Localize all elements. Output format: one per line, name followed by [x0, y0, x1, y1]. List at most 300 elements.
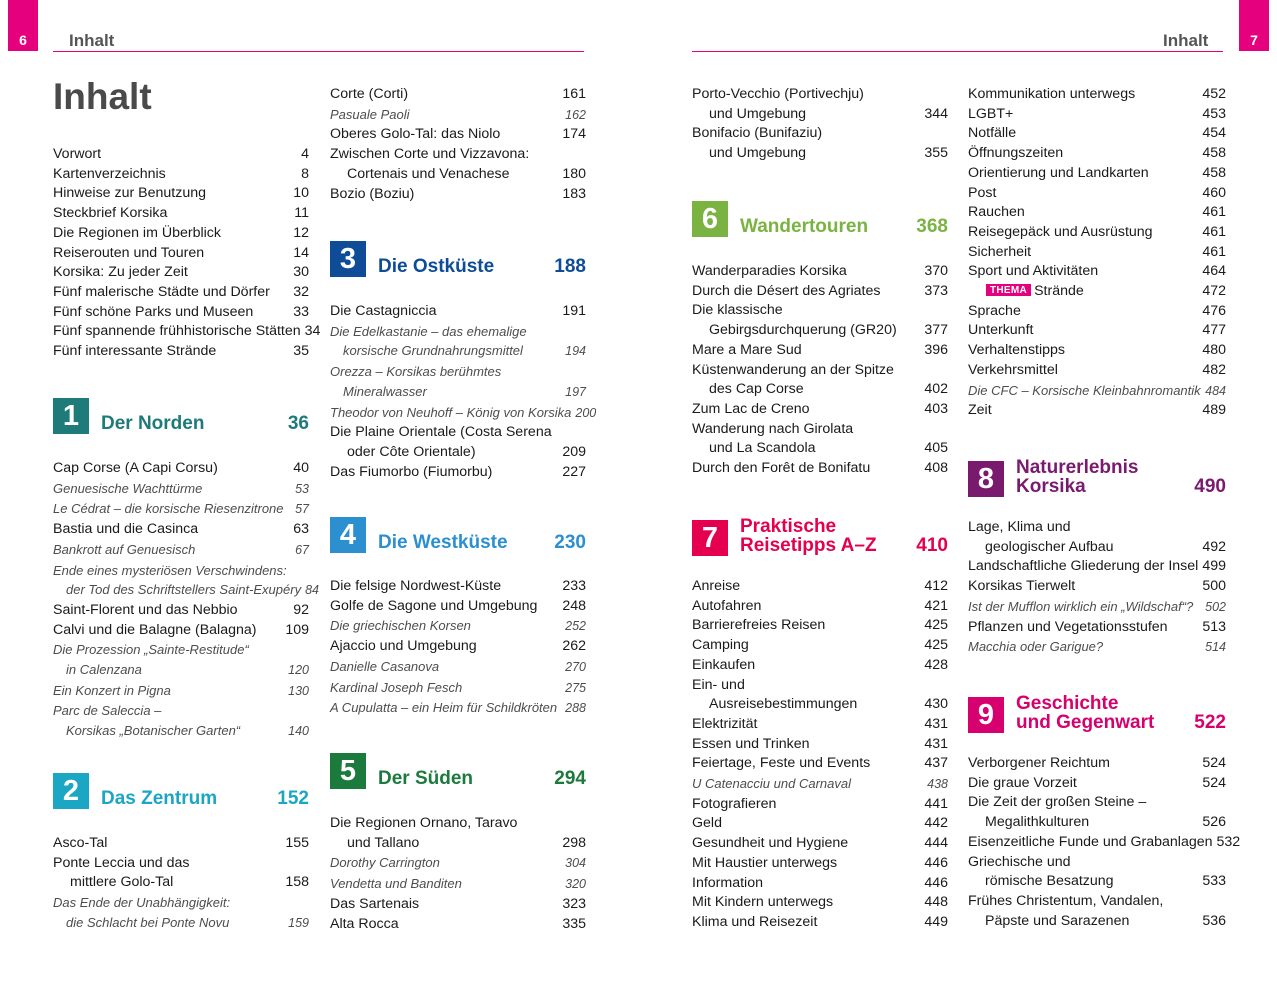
toc-entry[interactable] [330, 637, 586, 657]
toc-entry[interactable] [53, 601, 309, 621]
toc-entry-title: Fünf malerische Städte und Dörfer [53, 283, 270, 300]
toc-entry-page: 12 [293, 224, 309, 241]
toc-entry[interactable] [968, 302, 1226, 322]
toc-entry-title: Die klassische [692, 302, 783, 319]
toc-entry-title: Calvi und die Balagne (Balagna) [53, 621, 257, 638]
toc-entry[interactable] [330, 105, 586, 126]
toc-entry-title: Mare a Mare Sud [692, 341, 802, 358]
toc-entry-page: 446 [924, 854, 948, 871]
chapter-title: Das Zentrum [101, 788, 218, 809]
toc-entry-title: Corte (Corti) [330, 86, 409, 102]
toc-entry[interactable] [330, 814, 586, 834]
toc-entry-title: römische Besatzung [985, 873, 1114, 890]
toc-entry[interactable] [968, 518, 1226, 538]
toc-entry[interactable] [330, 145, 586, 165]
toc-entry[interactable] [692, 361, 948, 381]
toc-entry-title: Reisegepäck und Ausrüstung [968, 223, 1153, 240]
toc-entry-title: Porto-Vecchio (Portivechju) [692, 86, 864, 102]
toc-entry[interactable] [968, 813, 1226, 833]
toc-entry[interactable] [968, 105, 1226, 125]
toc-entry[interactable] [330, 125, 586, 145]
toc-entry[interactable] [692, 124, 948, 144]
toc-entry-title: Saint-Florent und das Nebbio [53, 601, 238, 618]
toc-entry-title: Post [968, 184, 997, 201]
toc-entry-title: Päpste und Sarazenen [985, 912, 1130, 929]
toc-entry[interactable] [968, 361, 1226, 381]
toc-entry[interactable] [692, 577, 948, 597]
toc-entry-title: Asco-Tal [53, 835, 108, 851]
toc-entry-page: 200 [575, 405, 597, 420]
toc-entry-title: Küstenwanderung an der Spitze [692, 361, 894, 378]
toc-entry-title: Die Edelkastanie – das ehemalige [330, 323, 527, 339]
toc-entry-page: 140 [288, 724, 309, 739]
toc-entry-title: Vorwort [53, 146, 102, 162]
toc-entry[interactable] [53, 322, 321, 342]
toc-entry[interactable] [968, 754, 1226, 774]
toc-entry-title: Bankrott auf Genuesisch [53, 541, 196, 557]
chapter-number-badge: 7 [692, 520, 728, 556]
toc-entry-title: Barrierefreies Reisen [692, 617, 826, 634]
toc-entry[interactable] [330, 698, 586, 719]
toc-entry-title: Die graue Vorzeit [968, 774, 1077, 791]
toc-entry-title: Fünf interessante Strände [53, 343, 217, 360]
toc-entry[interactable] [968, 774, 1226, 794]
toc-entry-title: Steckbrief Korsika [53, 205, 168, 222]
toc-entry[interactable] [53, 660, 309, 681]
toc-entry-title: Strände [1034, 283, 1084, 300]
toc-entry[interactable] [968, 618, 1226, 638]
toc-entry[interactable] [968, 184, 1226, 204]
chapter-4-heading[interactable] [330, 517, 586, 553]
toc-entry[interactable] [692, 656, 948, 676]
toc-entry-title: Megalithkulturen [985, 814, 1090, 831]
toc-entry[interactable] [968, 833, 1241, 853]
toc-entry[interactable] [53, 540, 309, 561]
chapter-7-entries [692, 577, 948, 933]
toc-entry-page: 461 [1202, 243, 1226, 260]
toc-entry-title: Fünf spannende frühhistorische Stätten [53, 323, 301, 340]
toc-entry[interactable] [53, 263, 309, 283]
toc-entry-page: 355 [924, 145, 948, 162]
toc-entry-page: 183 [562, 185, 586, 202]
toc-entry[interactable] [968, 282, 1226, 302]
toc-entry-page: 458 [1202, 164, 1226, 181]
toc-entry[interactable] [53, 640, 309, 660]
toc-entry-page: 57 [295, 502, 309, 517]
toc-entry-page: 425 [924, 637, 948, 654]
toc-entry-title: mittlere Golo-Tal [70, 874, 174, 891]
toc-entry-title: Essen und Trinken [692, 735, 810, 752]
toc-entry-title: Landschaftliche Gliederung der Insel [968, 558, 1199, 575]
toc-entry[interactable] [53, 854, 309, 874]
toc-entry-page: 428 [924, 656, 948, 673]
toc-entry[interactable] [692, 420, 948, 440]
toc-entry[interactable] [53, 479, 309, 500]
toc-entry-title: Golfe de Sagone und Umgebung [330, 597, 538, 614]
chapter-page: 368 [916, 216, 948, 237]
toc-entry-page: 461 [1202, 223, 1226, 240]
toc-entry-page: 323 [562, 895, 586, 912]
toc-entry[interactable] [53, 561, 309, 581]
toc-entry-page: 159 [288, 915, 309, 930]
toc-entry-page: 472 [1202, 283, 1226, 300]
chapter-2-entries-continued [330, 85, 586, 204]
toc-entry[interactable] [692, 814, 948, 834]
chapter-3-heading[interactable] [330, 241, 586, 277]
toc-entry[interactable] [330, 362, 586, 382]
chapter-9-heading[interactable] [968, 694, 1226, 733]
toc-entry[interactable] [692, 636, 948, 656]
toc-entry-title: Die Castagniccia [330, 303, 437, 319]
chapter-number-badge: 1 [53, 398, 89, 434]
toc-entry[interactable] [53, 873, 309, 893]
toc-entry[interactable] [53, 224, 309, 244]
toc-entry-title: Lage, Klima und [968, 519, 1071, 535]
toc-entry-title: Sport und Aktivitäten [968, 263, 1099, 280]
toc-entry-title: Verkehrsmittel [968, 361, 1058, 378]
toc-entry[interactable] [53, 681, 309, 702]
chapter-7-heading[interactable] [692, 517, 948, 556]
toc-entry-page: 484 [1205, 383, 1226, 398]
toc-entry[interactable] [692, 774, 948, 795]
toc-entry-title: Mineralwasser [343, 383, 427, 399]
toc-entry[interactable] [330, 915, 586, 935]
toc-entry[interactable] [53, 913, 309, 934]
toc-entry-title: Die CFC – Korsische Kleinbahnromantik [968, 382, 1201, 398]
toc-entry-page: 438 [927, 777, 948, 792]
toc-entry[interactable] [330, 322, 586, 342]
page-title: Inhalt [53, 76, 152, 117]
toc-entry-title: Klima und Reisezeit [692, 913, 818, 930]
toc-entry-title: Theodor von Neuhoff – König von Korsika [330, 404, 572, 420]
toc-entry[interactable] [330, 463, 586, 483]
toc-entry[interactable] [692, 893, 948, 913]
toc-entry[interactable] [968, 223, 1226, 243]
toc-entry-page: 252 [565, 619, 586, 634]
toc-entry[interactable] [692, 854, 948, 874]
toc-entry-page: 458 [1202, 145, 1226, 162]
chapter-1-heading[interactable] [53, 398, 309, 434]
toc-entry[interactable] [330, 678, 586, 699]
toc-entry-page: 524 [1202, 774, 1226, 791]
toc-entry[interactable] [692, 105, 948, 125]
toc-entry[interactable] [692, 380, 948, 400]
toc-entry-title: Korsikas „Botanischer Garten“ [66, 723, 241, 739]
toc-entry[interactable] [692, 913, 948, 933]
toc-entry-page: 162 [565, 107, 586, 122]
toc-entry-title: Pflanzen und Vegetationsstufen [968, 618, 1168, 635]
toc-entry-title: Information [692, 874, 763, 891]
chapter-page: 294 [554, 768, 586, 789]
toc-entry[interactable] [968, 793, 1226, 813]
toc-entry[interactable] [968, 341, 1226, 361]
toc-entry-title: die Schlacht bei Ponte Novu [66, 914, 230, 930]
toc-entry-page: 446 [924, 874, 948, 891]
toc-entry[interactable] [968, 853, 1226, 873]
toc-entry[interactable] [53, 283, 309, 303]
toc-entry[interactable] [968, 557, 1226, 577]
toc-entry[interactable] [968, 401, 1226, 421]
toc-entry-page: 288 [565, 701, 586, 716]
toc-entry[interactable] [330, 874, 586, 895]
toc-entry-title: Pasuale Paoli [330, 106, 410, 122]
toc-entry[interactable] [692, 695, 948, 715]
toc-entry-page: 8 [301, 165, 309, 182]
toc-entry[interactable] [692, 282, 948, 302]
toc-entry[interactable] [692, 301, 948, 321]
toc-entry-page: 248 [562, 597, 586, 614]
chapter-page: 188 [554, 256, 586, 277]
toc-entry[interactable] [53, 701, 309, 721]
toc-entry-page: 526 [1202, 814, 1226, 831]
toc-entry-title: Elektrizität [692, 715, 758, 732]
toc-entry-page: 161 [562, 86, 586, 102]
toc-entry[interactable] [330, 185, 586, 205]
toc-entry[interactable] [968, 124, 1226, 144]
toc-entry[interactable] [53, 621, 309, 641]
toc-entry[interactable] [330, 341, 586, 362]
toc-entry[interactable] [53, 184, 309, 204]
toc-entry-page: 10 [293, 185, 309, 202]
toc-entry-title: Sicherheit [968, 243, 1032, 260]
chapter-2-heading[interactable] [53, 773, 309, 809]
chapter-number-badge: 3 [330, 241, 366, 277]
toc-entry[interactable] [968, 872, 1226, 892]
toc-entry[interactable] [692, 262, 948, 282]
toc-entry-title: Zum Lac de Creno [692, 400, 810, 417]
toc-entry[interactable] [53, 721, 309, 742]
toc-entry-page: 373 [924, 282, 948, 299]
toc-entry[interactable] [330, 895, 586, 915]
toc-entry-page: 513 [1202, 618, 1226, 635]
toc-entry-page: 460 [1202, 184, 1226, 201]
toc-entry-title: Das Fiumorbo (Fiumorbu) [330, 463, 493, 480]
toc-entry-page: 425 [924, 617, 948, 634]
toc-entry-title: A Cupulatta – ein Heim für Schildkröten [330, 700, 558, 716]
toc-entry-page: 532 [1216, 833, 1241, 850]
toc-entry[interactable] [692, 144, 948, 164]
chapter-5-entries-continued [692, 85, 948, 164]
toc-entry-page: 197 [565, 384, 586, 399]
toc-entry-page: 533 [1202, 873, 1226, 890]
toc-entry[interactable] [968, 321, 1226, 341]
chapter-number-badge: 9 [968, 697, 1004, 733]
toc-entry-page: 444 [924, 835, 948, 852]
toc-entry[interactable] [692, 321, 948, 341]
toc-entry-title: Die Plaine Orientale (Costa Serena [330, 424, 552, 441]
chapter-page: 490 [1194, 476, 1226, 497]
toc-entry[interactable] [53, 342, 309, 362]
toc-entry-title: Ende eines mysteriösen Verschwindens: [53, 562, 287, 578]
toc-entry-page: 130 [288, 683, 309, 698]
toc-entry[interactable] [330, 443, 586, 463]
chapter-title [1016, 458, 1194, 497]
toc-entry-page: 4 [301, 146, 309, 162]
chapter-8-heading[interactable] [968, 458, 1226, 497]
toc-entry[interactable] [968, 144, 1226, 164]
toc-entry-page: 536 [1202, 912, 1226, 929]
toc-entry-page: 430 [924, 696, 948, 713]
toc-entry-title: Danielle Casanova [330, 658, 440, 674]
chapter-title: Die Ostküste [378, 256, 495, 277]
toc-entry[interactable] [692, 439, 948, 459]
toc-entry[interactable] [53, 204, 309, 224]
toc-entry-title: Griechische und [968, 853, 1071, 870]
toc-entry[interactable] [968, 912, 1226, 932]
toc-entry[interactable] [692, 459, 948, 479]
toc-entry-title: Le Cédrat – die korsische Riesenzitrone [53, 501, 284, 517]
toc-entry[interactable] [692, 85, 948, 105]
toc-entry-page: 275 [565, 680, 586, 695]
chapter-title: Der Süden [378, 768, 474, 789]
toc-entry[interactable] [330, 834, 586, 854]
toc-entry-page: 335 [562, 915, 586, 932]
toc-entry[interactable] [968, 164, 1226, 184]
toc-entry[interactable] [330, 657, 586, 678]
toc-entry[interactable] [330, 382, 586, 403]
toc-entry[interactable] [53, 165, 309, 185]
toc-entry-title: oder Côte Orientale) [347, 443, 476, 460]
toc-entry[interactable] [53, 834, 309, 854]
toc-entry[interactable] [53, 520, 309, 540]
toc-entry-page: 489 [1202, 402, 1226, 419]
toc-entry[interactable] [968, 637, 1226, 658]
toc-entry-page: 437 [924, 755, 948, 772]
toc-entry-title: Wanderung nach Girolata [692, 420, 854, 437]
toc-entry-page: 320 [565, 877, 586, 892]
toc-entry-page: 298 [562, 834, 586, 851]
toc-entry[interactable] [692, 874, 948, 894]
left-running-title: Inhalt [69, 31, 115, 50]
toc-entry-title: Oberes Golo-Tal: das Niolo [330, 126, 501, 143]
toc-entry-title: Die Zeit der großen Steine – [968, 794, 1147, 811]
toc-entry-title: Notfälle [968, 125, 1017, 142]
toc-entry[interactable] [692, 400, 948, 420]
toc-entry[interactable] [968, 597, 1226, 618]
toc-entry[interactable] [330, 853, 586, 874]
toc-entry-page: 32 [293, 283, 309, 300]
toc-entry[interactable] [330, 403, 597, 424]
toc-entry[interactable] [330, 597, 586, 617]
toc-entry-page: 270 [565, 659, 586, 674]
chapter-title-line-2: Korsika [1016, 476, 1086, 497]
toc-entry-title: Die Prozession „Sainte-Restitude“ [53, 642, 249, 658]
toc-entry[interactable] [53, 244, 309, 264]
toc-entry-title: Kardinal Joseph Fesch [330, 679, 463, 695]
toc-entry[interactable] [968, 892, 1226, 912]
toc-entry-title: Autofahren [692, 597, 762, 614]
toc-entry-page: 453 [1202, 105, 1226, 122]
toc-entry[interactable] [330, 423, 586, 443]
toc-entry[interactable] [692, 676, 948, 696]
toc-entry-title: Gebirgsdurchquerung (GR20) [709, 322, 897, 339]
toc-entry-page: 370 [924, 263, 948, 279]
toc-entry[interactable] [968, 262, 1226, 282]
toc-entry[interactable] [330, 616, 586, 637]
left-header-rule [53, 51, 584, 52]
toc-entry-page: 431 [924, 715, 948, 732]
toc-entry-title: Cortenais und Venachese [347, 165, 510, 182]
toc-entry[interactable] [53, 459, 309, 479]
toc-entry[interactable] [968, 203, 1226, 223]
toc-intro-list [53, 145, 321, 362]
toc-entry-page: 476 [1202, 302, 1226, 319]
toc-entry[interactable] [692, 616, 948, 636]
toc-entry[interactable] [692, 341, 948, 361]
chapter-page: 152 [277, 788, 309, 809]
toc-entry-title: und Umgebung [709, 145, 807, 162]
toc-entry[interactable] [692, 834, 948, 854]
chapter-5-entries [330, 814, 586, 934]
toc-entry-page: 480 [1202, 342, 1226, 359]
toc-entry-page: 524 [1202, 755, 1226, 771]
toc-entry[interactable] [968, 577, 1226, 597]
toc-entry-page: 442 [924, 815, 948, 832]
chapter-page: 230 [554, 532, 586, 553]
toc-entry-title: Gesundheit und Hygiene [692, 835, 849, 852]
toc-entry-page: 209 [562, 443, 586, 460]
chapter-5-heading[interactable] [330, 753, 586, 789]
toc-entry-page: 405 [924, 440, 948, 457]
toc-entry[interactable] [53, 303, 309, 323]
toc-entry[interactable] [330, 85, 586, 105]
toc-entry-title: Wanderparadies Korsika [692, 263, 847, 279]
toc-entry[interactable] [968, 381, 1226, 402]
toc-entry[interactable] [330, 165, 586, 185]
toc-entry-page: 191 [562, 303, 586, 319]
toc-entry[interactable] [692, 754, 948, 774]
chapter-number-badge: 8 [968, 461, 1004, 497]
toc-entry[interactable] [53, 145, 309, 165]
chapter-2-entries [53, 834, 309, 934]
toc-entry-title: Orientierung und Landkarten [968, 164, 1149, 181]
toc-entry-page: 40 [293, 460, 309, 476]
chapter-title-line-1: Naturerlebnis [1016, 457, 1139, 478]
toc-entry-title: Bozio (Boziu) [330, 185, 415, 202]
toc-entry-title: Hinweise zur Benutzung [53, 185, 206, 202]
right-running-title: Inhalt [1163, 31, 1209, 50]
toc-entry-title: Ausreisebestimmungen [709, 696, 858, 713]
toc-entry-title: Ponte Leccia und das [53, 854, 190, 871]
toc-entry-title: Durch die Désert des Agriates [692, 282, 881, 299]
chapter-6-heading[interactable] [692, 201, 948, 237]
toc-entry[interactable] [53, 580, 319, 601]
toc-entry[interactable] [692, 795, 948, 815]
toc-entry[interactable] [53, 893, 309, 913]
toc-entry-title: und Umgebung [709, 105, 807, 122]
toc-entry-page: 408 [924, 460, 948, 477]
toc-entry[interactable] [968, 243, 1226, 263]
toc-entry[interactable] [968, 85, 1226, 105]
toc-entry[interactable] [968, 538, 1226, 558]
toc-entry[interactable] [692, 597, 948, 617]
toc-entry-page: 174 [562, 126, 586, 143]
chapter-number-badge: 2 [53, 773, 89, 809]
toc-entry[interactable] [330, 302, 586, 322]
toc-entry[interactable] [692, 735, 948, 755]
toc-entry-page: 92 [293, 601, 309, 618]
chapter-page: 36 [287, 413, 309, 434]
chapter-title [740, 517, 916, 556]
chapter-page: 522 [1194, 712, 1226, 733]
toc-entry[interactable] [53, 499, 309, 520]
toc-entry-title: LGBT+ [968, 105, 1014, 122]
toc-entry-page: 63 [293, 521, 309, 538]
toc-entry[interactable] [692, 715, 948, 735]
toc-entry-page: 109 [285, 621, 309, 638]
chapter-title: Wandertouren [740, 216, 869, 237]
toc-entry[interactable] [330, 577, 586, 597]
